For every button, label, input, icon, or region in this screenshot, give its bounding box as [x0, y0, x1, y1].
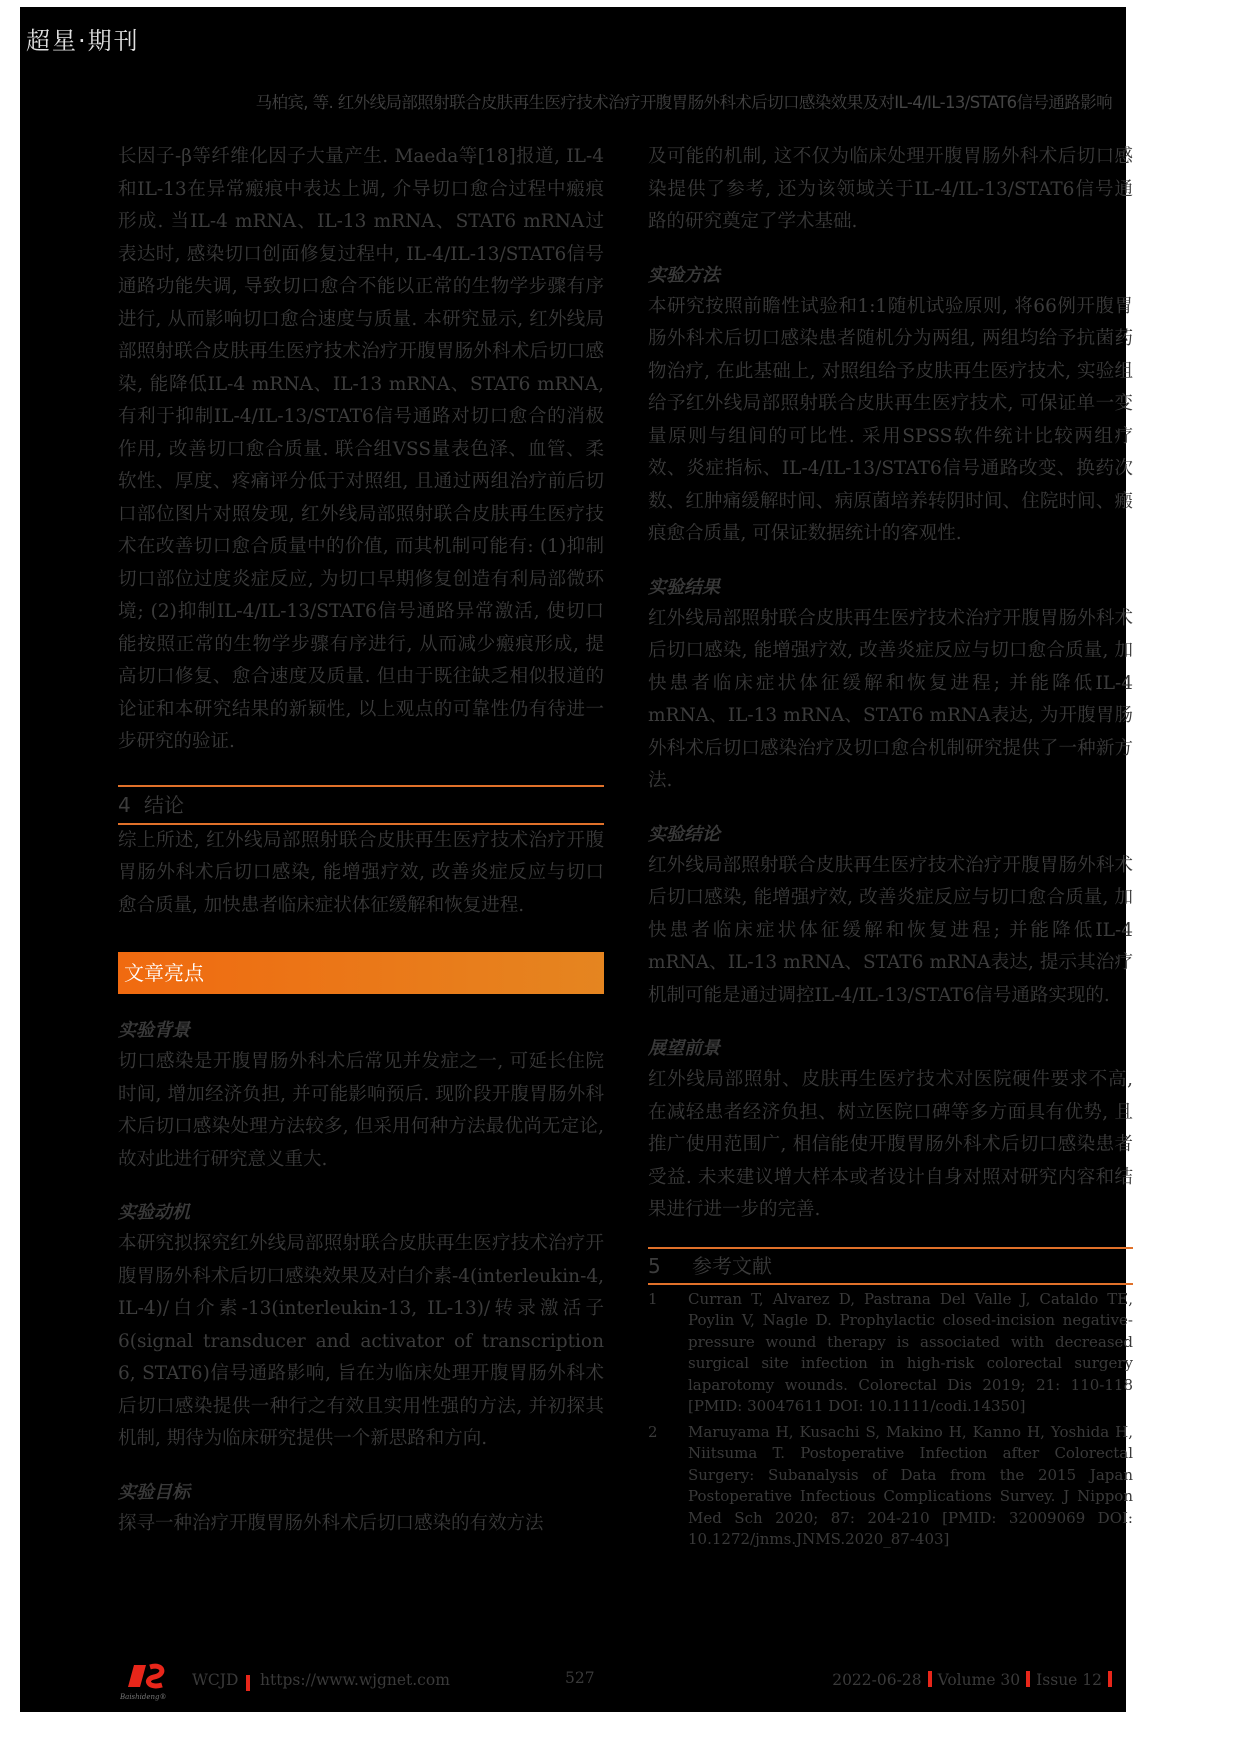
objectives-paragraph: 探寻一种治疗开腹胃肠外科术后切口感染的有效方法 — [118, 1512, 544, 1534]
footer-divider — [1026, 1671, 1030, 1687]
footer-divider — [1108, 1671, 1112, 1687]
reference-text: Curran T, Alvarez D, Pastrana Del Valle J, Cataldo TE, Poylin V, Nagle D. Prophylactic closed-incision negative-pressure wound therapy is associated with decreased surgical site infection in high-risk colorectal surgery laparotomy wounds. Colorectal Dis 2019; 21: 110-118 [PMID: 30047611 DOI: 10.1111/codi.14350] — [688, 1289, 1133, 1415]
section-4-heading — [118, 785, 604, 825]
motivation-heading: 实验动机 — [118, 1202, 190, 1223]
footer-divider — [928, 1671, 932, 1687]
publisher-logo-icon — [120, 1661, 180, 1701]
results-heading: 实验结果 — [648, 576, 720, 598]
section-title: 结论 — [144, 792, 184, 817]
page — [20, 7, 1133, 1712]
background-heading: 实验背景 — [118, 1020, 190, 1041]
conclusion-paragraph: 综上所述, 红外线局部照射联合皮肤再生医疗技术治疗开腹胃肠外科术后切口感染, 能增强疗效, 改善炎症反应与切口愈合质量, 加快患者临床症状体征缓解和恢复进程. — [118, 829, 604, 916]
perspectives-heading: 展望前景 — [648, 1038, 720, 1059]
svg-text:Baishideng®: Baishideng® — [120, 1693, 167, 1701]
journal-abbrev: WCJD — [192, 1671, 239, 1689]
background-paragraph: 切口感染是开腹胃肠外科术后常见并发症之一, 可延长住院时间, 增加经济负担, 并可能影响预后. 现阶段开腹胃肠外科术后切口感染处理方法较多, 但采用何种方法最优尚无定论, 故对此进行研究意义重大. — [118, 1051, 604, 1170]
reference-number: 1 — [648, 1289, 658, 1308]
reference-item — [648, 1422, 1133, 1551]
conclusions-heading: 实验结论 — [648, 823, 720, 845]
results-paragraph: 红外线局部照射联合皮肤再生医疗技术治疗开腹胃肠外科术后切口感染, 能增强疗效, 改善炎症反应与切口愈合质量, 加快患者临床症状体征缓解和恢复进程; 并能降低IL-4 mRNA、IL-13 mRNA、STAT6 mRNA表达, 为开腹胃肠外科术后切口感染治疗及切口愈合机制研究提供了一种新方法. — [648, 607, 1133, 791]
objectives-heading: 实验目标 — [118, 1481, 190, 1503]
footer-divider — [246, 1675, 250, 1691]
brand-watermark: 超星·期刊 — [26, 27, 140, 55]
issue: Issue 12 — [1036, 1671, 1102, 1689]
conclusions-paragraph: 红外线局部照射联合皮肤再生医疗技术治疗开腹胃肠外科术后切口感染, 能增强疗效, 改善炎症反应与切口愈合质量, 加快患者临床症状体征缓解和恢复进程; 并能降低IL-4 mRNA、IL-13 mRNA、STAT6 mRNA表达, 提示其治疗机制可能是通过调控IL-4/IL-13/STAT6信号通路实现的. — [648, 854, 1133, 1006]
methods-heading: 实验方法 — [648, 264, 720, 286]
running-head: 马柏宾, 等. 红外线局部照射联合皮肤再生医疗技术治疗开腹胃肠外科术后切口感染效果及对IL-4/IL-13/STAT6信号通路影响 — [255, 93, 1112, 112]
references-title: 参考文献 — [692, 1253, 772, 1278]
objectives-continued-paragraph: 及可能的机制, 这不仅为临床处理开腹胃肠外科术后切口感染提供了参考, 还为该领域关于IL-4/IL-13/STAT6信号通路的研究奠定了学术基础. — [648, 146, 1133, 232]
page-number: 527 — [565, 1669, 595, 1687]
references-heading — [648, 1247, 1133, 1285]
left-column — [118, 141, 604, 1540]
perspectives-paragraph: 红外线局部照射、皮肤再生医疗技术对医院硬件要求不高, 在减轻患者经济负担、树立医院口碑等多方面具有优势, 且推广使用范围广, 相信能使开腹胃肠外科术后切口感染患者受益. 未来建议增大样本或者设计自身对照对研究内容和结果进行进一步的完善. — [648, 1069, 1133, 1220]
journal-url-link[interactable]: https://www.wjgnet.com — [260, 1671, 450, 1689]
reference-text: Maruyama H, Kusachi S, Makino H, Kanno H, Yoshida H, Niitsuma T. Postoperative Infection after Colorectal Surgery: Subanalysis of Data from the 2015 Japan Postoperative Infectious Complications Survey. J Nippon Med Sch 2020; 87: 204-210 [PMID: 32009069 DOI: 10.1272/jnms.JNMS.2020_87-403] — [688, 1422, 1133, 1548]
issue-info — [832, 1671, 1118, 1689]
discussion-paragraph: 长因子-β等纤维化因子大量产生. Maeda等[18]报道, IL-4和IL-13在异常瘢痕中表达上调, 介导切口愈合过程中瘢痕形成. 当IL-4 mRNA、IL-13 mRNA、STAT6 mRNA过表达时, 感染切口创面修复过程中, IL-4/IL-13/STAT6信号通路功能失调, 导致切口愈合不能以正常的生物学步骤有序进行, 从而影响切口愈合速度与质量. 本研究显示, 红外线局部照射联合皮肤再生医疗技术治疗开腹胃肠外科术后切口感染, 能降低IL-4 mRNA、IL-13 mRNA、STAT6 mRNA, 有利于抑制IL-4/IL-13/STAT6信号通路对切口愈合的消极作用, 改善切口愈合质量. 联合组VSS量表色泽、血管、柔软性、厚度、疼痛评分低于对照组, 且通过两组治疗前后切口部位图片对照发现, 红外线局部照射联合皮肤再生医疗技术在改善切口愈合质量中的价值, 而其机制可能有: (1)抑制切口部位过度炎症反应, 为切口早期修复创造有利局部微环境; (2)抑制IL-4/IL-13/STAT6信号通路异常激活, 使切口能按照正常的生物学步骤有序进行, 从而减少瘢痕形成, 提高切口修复、愈合速度及质量. 但由于既往缺乏相似报道的论证和本研究结果的新颖性, 以上观点的可靠性仍有待进一步研究的验证. — [118, 146, 604, 752]
publication-date: 2022-06-28 — [832, 1671, 922, 1689]
highlights-banner: 文章亮点 — [118, 952, 604, 994]
section-number: 4 — [118, 792, 131, 817]
motivation-paragraph: 本研究拟探究红外线局部照射联合皮肤再生医疗技术治疗开腹胃肠外科术后切口感染效果及对白介素-4(interleukin-4, IL-4)/白介素-13(interleukin-13, IL-13)/转录激活子6(signal transducer and activator of transcription 6, STAT6)信号通路影响, 旨在为临床处理开腹胃肠外科术后切口感染提供一种行之有效且实用性强的方法, 并初探其机制, 期待为临床研究提供一个新思路和方向. — [118, 1233, 604, 1449]
volume: Volume 30 — [937, 1671, 1021, 1689]
right-column — [648, 141, 1133, 1551]
reference-item — [648, 1289, 1133, 1418]
page-footer — [120, 1669, 1126, 1699]
methods-paragraph: 本研究按照前瞻性试验和1:1随机试验原则, 将66例开腹胃肠外科术后切口感染患者随机分为两组, 两组均给予抗菌药物治疗, 在此基础上, 对照组给予皮肤再生医疗技术, 实验组给予红外线局部照射联合皮肤再生医疗技术, 可保证单一变量原则与组间的可比性. 采用SPSS软件统计比较两组疗效、炎症指标、IL-4/IL-13/STAT6信号通路改变、换药次数、红肿痛缓解时间、病原菌培养转阴时间、住院时间、瘢痕愈合质量, 可保证数据统计的客观性. — [648, 295, 1133, 544]
references-number: 5 — [648, 1253, 661, 1278]
reference-number: 2 — [648, 1422, 658, 1441]
